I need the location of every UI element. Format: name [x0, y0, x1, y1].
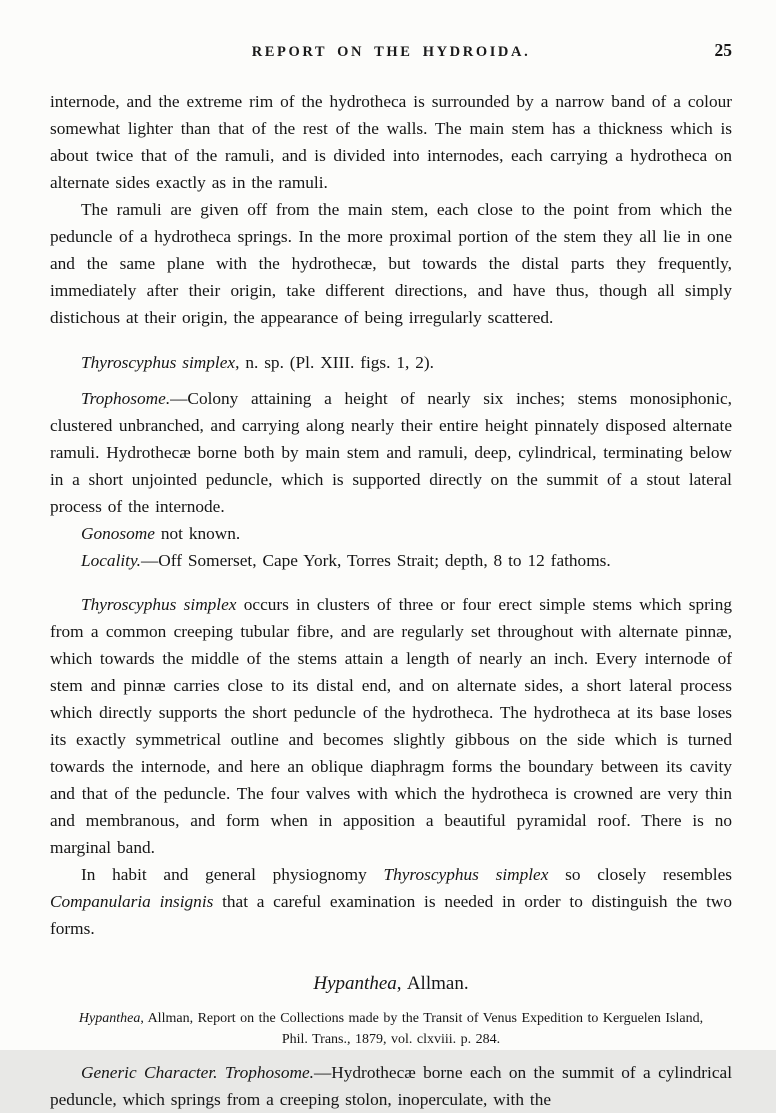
paragraph	[50, 1059, 732, 1113]
paragraph	[50, 196, 732, 331]
text-run: Gonosome	[81, 524, 155, 543]
text-run: Trophosome.	[81, 389, 171, 408]
text-run: so closely resembles	[548, 865, 732, 884]
genus-heading	[50, 970, 732, 997]
text-run: internode, and the extreme rim of the hydrotheca is surrounded by a narrow band of a colour somewhat lighter than that of the rest of the walls. The main stem has a thickness which is about twice that of the ramuli, and is divided into internodes, each carrying a hydrotheca on alternate sides exactly as in the ramuli.	[50, 92, 732, 192]
text-run: , n. sp. (Pl. XIII. figs. 1, 2).	[235, 353, 434, 372]
text-run: —Off Somerset, Cape York, Torres Strait; depth, 8 to 12 fathoms.	[141, 551, 611, 570]
text-run: Thyroscyphus simplex	[81, 595, 237, 614]
paragraph	[50, 591, 732, 861]
text-run: Hypanthea	[313, 973, 397, 994]
paragraph	[50, 547, 732, 574]
text-run: In habit and general physiognomy	[81, 865, 384, 884]
text-run: —Colony attaining a height of nearly six inches; stems monosiphonic, clustered unbranched, and carrying along nearly their entire height pinnately disposed alternate ramuli. Hydrothecæ borne both by main stem and ramuli, deep, cylindrical, terminating below in a short unjointed peduncle, which is supported directly on the summit of a stout lateral process of the internode.	[50, 389, 732, 516]
text-run: Locality.	[81, 551, 142, 570]
citation	[67, 1008, 715, 1050]
page-number: 25	[714, 40, 732, 60]
text-run: not known.	[154, 524, 241, 543]
species-heading	[50, 349, 732, 376]
text-run: Generic Character. Trophosome.	[81, 1063, 315, 1082]
text-run: Thyroscyphus simplex	[81, 353, 236, 372]
paragraph	[50, 861, 732, 942]
text-run: occurs in clusters of three or four erect simple stems which spring from a common creeping tubular fibre, and are regularly set throughout with alternate pinnæ, which towards the middle of the stems attain a length of nearly an inch. Every internode of stem and pinnæ carries close to its distal end, and on alternate sides, a short lateral process which directly supports the short peduncle of the hydrotheca. The hydrotheca at its base loses its exactly symmetrical outline and becomes slightly gibbous on the side which is turned towards the internode, and here an oblique diaphragm forms the boundary between its cavity and that of the peduncle. The four valves with which the hydrotheca is crowned are very thin and membranous, and form when in apposition a beautiful pyramidal roof. There is no marginal band.	[50, 595, 732, 857]
text-run: Companularia insignis	[50, 892, 214, 911]
paragraph	[50, 385, 732, 520]
text-run: —Hydrothecæ borne each on the summit of a cylindrical peduncle, which springs from a creeping stolon, inoperculate, with the	[50, 1063, 733, 1109]
text-run: The ramuli are given off from the main stem, each close to the point from which the peduncle of a hydrotheca springs. In the more proximal portion of the stem they all lie in one and the same plane with the hydrothecæ, but towards the distal parts they frequently, immediately after their origin, take different directions, and have thus, though all simply distichous at their origin, the appearance of being irregularly scattered.	[50, 200, 732, 327]
running-head-title: REPORT ON THE HYDROIDA.	[251, 44, 531, 60]
text-run: that a careful examination is needed in order to distinguish the two forms.	[50, 892, 732, 938]
running-head	[50, 40, 732, 66]
page-body	[50, 88, 732, 1113]
text-run: Thyroscyphus simplex	[383, 865, 549, 884]
paragraph	[50, 520, 732, 547]
text-run: Hypanthea	[78, 1011, 141, 1026]
paragraph	[50, 88, 732, 196]
text-run: , Allman.	[396, 973, 469, 994]
text-run: , Allman, Report on the Collections made by the Transit of Venus Expedition to Kerguelen Island, Phil. Trans., 1879, vol. clxviii. p. 284.	[140, 1011, 704, 1047]
